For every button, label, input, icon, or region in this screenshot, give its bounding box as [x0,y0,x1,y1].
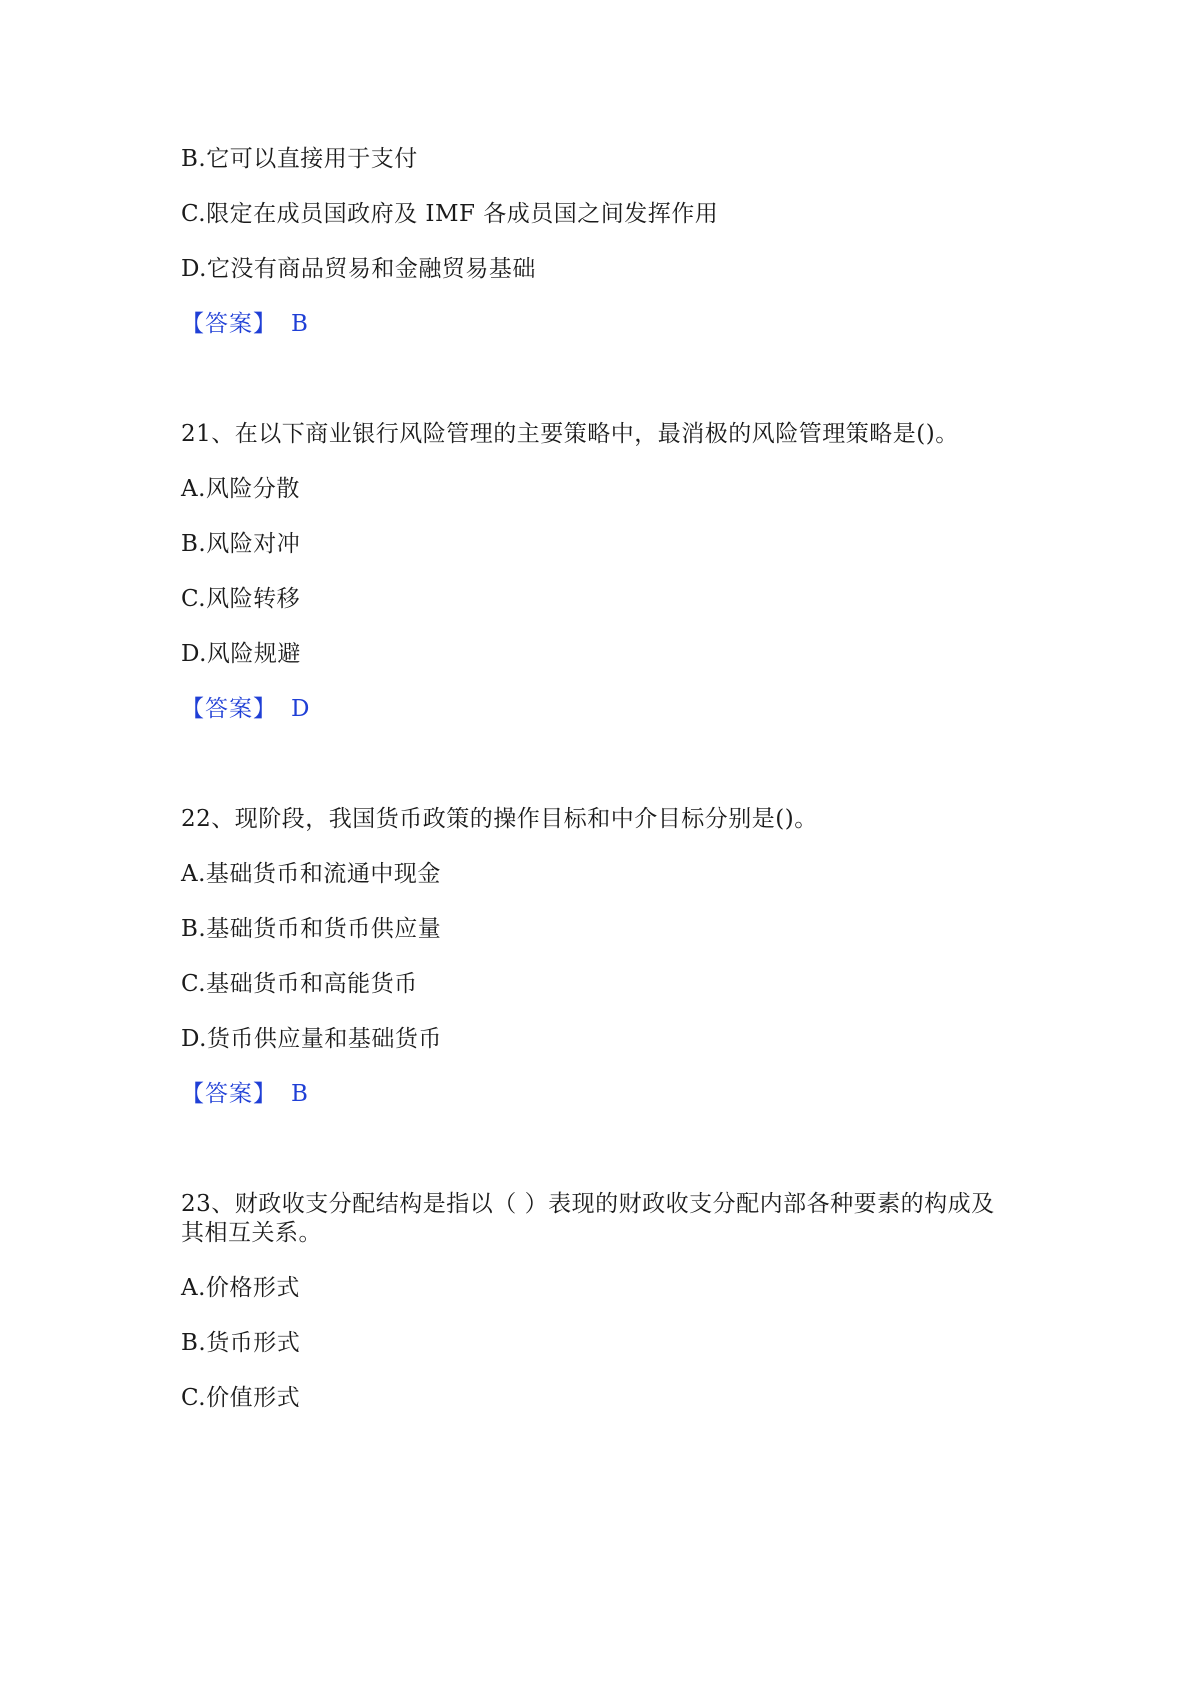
option-a: A.风险分散 [181,476,300,502]
answer-line [181,309,308,339]
answer-label: 【答案】 [181,1081,277,1107]
option-d: D.它没有商品贸易和金融贸易基础 [181,256,536,282]
question-text: 21、在以下商业银行风险管理的主要策略中，最消极的风险管理策略是()。 [181,421,959,447]
option-c: C.限定在成员国政府及 IMF 各成员国之间发挥作用 [181,201,719,227]
question-text-line-2: 其相互关系。 [181,1220,322,1246]
option-b: B.它可以直接用于支付 [181,146,418,172]
answer-line [181,694,310,724]
option-b: B.基础货币和货币供应量 [181,916,442,942]
option-d: D.风险规避 [181,641,301,667]
option-a: A.价格形式 [181,1275,300,1301]
option-b: B.风险对冲 [181,531,301,557]
answer-label: 【答案】 [181,696,277,722]
question-text: 22、现阶段，我国货币政策的操作目标和中介目标分别是()。 [181,806,818,832]
answer-value: B [291,311,309,337]
answer-value: D [291,696,310,722]
question-text-line-1: 23、财政收支分配结构是指以（ ）表现的财政收支分配内部各种要素的构成及 [181,1191,995,1217]
option-c: C.风险转移 [181,586,301,612]
option-a: A.基础货币和流通中现金 [181,861,441,887]
option-d: D.货币供应量和基础货币 [181,1026,442,1052]
option-c: C.价值形式 [181,1385,301,1411]
option-c: C.基础货币和高能货币 [181,971,418,997]
answer-label: 【答案】 [181,311,277,337]
option-b: B.货币形式 [181,1330,301,1356]
answer-line [181,1079,308,1109]
answer-value: B [291,1081,309,1107]
